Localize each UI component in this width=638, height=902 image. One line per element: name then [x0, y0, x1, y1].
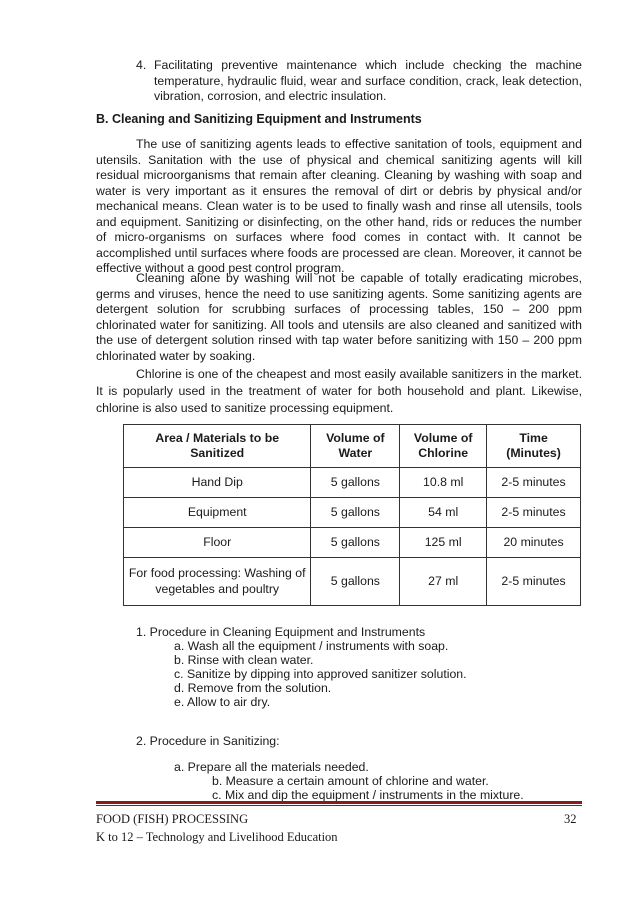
table-cell: 54 ml [400, 498, 487, 528]
procedure-step: b. Rinse with clean water. [174, 653, 314, 667]
paragraph-2 [96, 271, 582, 364]
table-header-cell: Volume of Water [311, 425, 400, 468]
page-number: 32 [564, 812, 577, 826]
sanitizer-table [123, 424, 581, 606]
section-heading: B. Cleaning and Sanitizing Equipment and Instruments [96, 112, 422, 126]
table-cell: 2-5 minutes [487, 498, 581, 528]
footer-rule [96, 801, 582, 804]
procedure-step: e. Allow to air dry. [174, 695, 271, 709]
paragraph-text: Cleaning alone by washing will not be capable of totally eradicating microbes, germs and viruses, hence the need to use sanitizing agents. Some sanitizing agents are detergent solution for scrubbing surfaces of processing tables, 150 – 200 ppm chlorinated water for sanitizing. All tools and utensils are also cleaned and sanitized with the use of detergent solution rinsed with tap water before sanitizing with 150 – 200 ppm chlorinated water by soaking. [96, 271, 582, 363]
table-cell: 20 minutes [487, 528, 581, 558]
table-cell: 2-5 minutes [487, 558, 581, 606]
table-cell: 125 ml [400, 528, 487, 558]
list-item-text: Facilitating preventive maintenance which include checking the machine temperature, hydraulic fluid, wear and surface condition, crack, leak detection, vibration, corrosion, and electric insulation. [154, 58, 582, 103]
table-cell: 5 gallons [311, 558, 400, 606]
list-item-number: 4. [136, 58, 147, 72]
table-cell: 5 gallons [311, 528, 400, 558]
paragraph-text: Chlorine is one of the cheapest and most easily available sanitizers in the market. It is popularly used in the treatment of water for both household and plant. Likewise, chlorine is also used to sanitize processing equipment. [96, 367, 582, 415]
procedure-title: 1. Procedure in Cleaning Equipment and Instruments [136, 625, 426, 639]
table-cell: 2-5 minutes [487, 468, 581, 498]
table-row [124, 528, 581, 558]
procedure-sanitizing-title: 2. Procedure in Sanitizing: [136, 734, 280, 748]
table-cell: Equipment [124, 498, 311, 528]
footer-title: FOOD (FISH) PROCESSING [96, 812, 249, 826]
table-cell: 5 gallons [311, 468, 400, 498]
table-cell: 27 ml [400, 558, 487, 606]
table-cell: Floor [124, 528, 311, 558]
procedure-step: c. Sanitize by dipping into approved sanitizer solution. [174, 667, 467, 681]
table-cell: 10.8 ml [400, 468, 487, 498]
table-cell: 5 gallons [311, 498, 400, 528]
procedure-step: d. Remove from the solution. [174, 681, 332, 695]
procedure-step: a. Wash all the equipment / instruments with soap. [174, 639, 449, 653]
procedure-step: a. Prepare all the materials needed. [174, 760, 369, 774]
table-row [124, 558, 581, 606]
procedure-step: b. Measure a certain amount of chlorine and water. [212, 774, 489, 788]
list-item-4 [136, 58, 582, 105]
footer-rule-thin [96, 805, 582, 806]
paragraph-text: The use of sanitizing agents leads to effective sanitation of tools, equipment and utensils. Sanitation with the use of physical and chemical sanitizing agents will kill residual microorganisms that remain after cleaning. Cleaning by washing with soap and water is very important as it ensures the removal of dirt or debris by physical and/or mechanical means. Clean water is to be used to finally wash and rinse all utensils, tools and equipment. Sanitizing or disinfecting, on the other hand, rids or reduces the number of micro-organisms on surfaces where food comes in contact with. It cannot be accomplished until surfaces where foods are processed are clean. Moreover, it cannot be effective without a good pest control program. [96, 137, 582, 275]
table-row [124, 498, 581, 528]
paragraph-1 [96, 137, 582, 277]
table-header-cell: Volume of Chlorine [400, 425, 487, 468]
procedure-step: c. Mix and dip the equipment / instruments in the mixture. [212, 788, 524, 802]
table-cell: Hand Dip [124, 468, 311, 498]
table-cell: For food processing: Washing of vegetables and poultry [124, 558, 311, 606]
paragraph-3 [96, 366, 582, 417]
procedure-sanitizing-steps [174, 760, 524, 802]
table-row [124, 468, 581, 498]
footer-subtitle: K to 12 – Technology and Livelihood Education [96, 830, 338, 844]
table-header-cell: Time (Minutes) [487, 425, 581, 468]
table-header-cell: Area / Materials to be Sanitized [124, 425, 311, 468]
table-header-row [124, 425, 581, 468]
procedure-cleaning [136, 625, 467, 709]
